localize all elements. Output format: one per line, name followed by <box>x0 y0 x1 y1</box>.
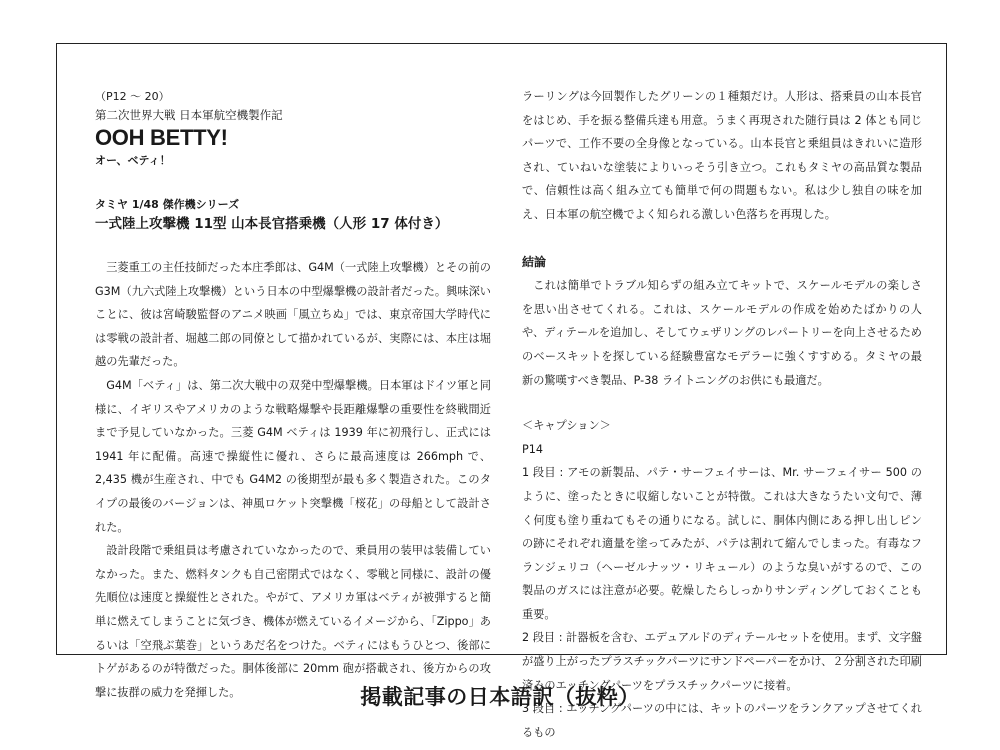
conclusion-heading: 結論 <box>522 254 547 269</box>
left-column <box>95 88 491 704</box>
right-column <box>522 85 922 744</box>
kit-series: タミヤ 1/48 傑作機シリーズ <box>95 198 240 211</box>
article-subtitle: オー、ベティ！ <box>95 154 171 167</box>
caption-item: 1 段目 : アモの新製品、パテ・サーフェイサーは、Mr. サーフェイサー 500 のように、塗ったときに収縮しないことが特徴。これは大きなうたい文句で、薄く何度も塗り重ねてもその通りになる。試しに、胴体内側にある押し出しピンの跡にそれぞれ適量を塗ってみたが、パテは割れて縮んでしまった。有毒なフランジェリコ（ヘーゼルナッツ・リキュール）のような臭いがするので、この製品のガスには注意が必要。乾燥したらしっかりサンディングしておくことも重要。 <box>522 466 922 621</box>
caption-item: 3 段目 : エッチングパーツの中には、キットのパーツをランクアップさせてくれるもの <box>522 702 922 739</box>
article-title: OOH BETTY! <box>95 125 228 150</box>
caption-page: P14 <box>522 442 543 456</box>
series-title: 第二次世界大戦 日本軍航空機製作記 <box>95 108 283 122</box>
body-paragraph: ラーリングは今回製作したグリーンの１種類だけ。人形は、搭乗員の山本長官をはじめ、手を振る整備兵達も用意。うまく再現された随行員は 2 体とも同じパーツで、工作不要の全身像となっている。山本長官と乗組員はきれいに造形され、ていねいな塗装によりいっそう引き立つ。これもタミヤの高品質な製品で、信頼性は高く組み立ても簡単で何の問題もない。私は少し独自の味を加え、日本軍の航空機でよく知られる激しい色落ちを再現した。 <box>522 90 922 221</box>
body-paragraph: G4M「ベティ」は、第二次大戦中の双発中型爆撃機。日本軍はドイツ軍と同様に、イギリスやアメリカのような戦略爆撃や長距離爆撃の重要性を終戦間近まで予見していなかった。三菱 G4M ベティは 1939 年に初飛行し、正式には 1941 年に配備。高速で操縦性に優れ、さらに最高速度は 266mph で、2,435 機が生産され、中でも G4M2 の後期型が最も多く製造された。このタイプの最後のバージョンは、神風ロケット突撃機「桜花」の母船として設計された。 <box>95 378 491 534</box>
caption-item: 2 段目 : 計器板を含む、エデュアルドのディテールセットを使用。まず、文字盤が盛り上がったプラスチックパーツにサンドペーパーをかけ、２分割された印刷済みのエッチングパーツをプラスチックパーツに接着。 <box>522 631 922 692</box>
caption-heading: ＜キャプション＞ <box>522 419 611 433</box>
body-paragraph: 設計段階で乗組員は考慮されていなかったので、乗員用の装甲は装備していなかった。また、燃料タンクも自己密閉式ではなく、零戦と同様に、設計の優先順位は速度と操縦性とされた。やがて、アメリカ軍はベティが被弾すると簡単に燃えてしまうことに気づき、機体が燃えているイメージから、「Zippo」あるいは「空飛ぶ葉巻」というあだ名をつけた。ベティにはもうひとつ、後部にトゲがあるのが特徴だった。胴体後部に 20mm 砲が搭載され、後方からの攻撃に抜群の威力を発揮した。 <box>95 544 491 699</box>
conclusion-paragraph: これは簡単でトラブル知らずの組み立てキットで、スケールモデルの楽しさを思い出させてくれる。これは、スケールモデルの作成を始めたばかりの人や、ディテールを追加し、そしてウェザリングのレパートリーを向上させるためのベースキットを探している経験豊富なモデラーに強くすすめる。タミヤの最新の驚嘆すべき製品、P-38 ライトニングのお供にも最適だ。 <box>522 279 922 387</box>
footer-caption: 掲載記事の日本語訳（抜粋） <box>360 685 640 709</box>
page-reference: （P12 ～ 20） <box>95 90 170 103</box>
kit-name: 一式陸上攻撃機 11型 山本長官搭乗機（人形 17 体付き） <box>95 216 449 232</box>
body-paragraph: 三菱重工の主任技師だった本庄季郎は、G4M（一式陸上攻撃機）とその前のG3M（九六式陸上攻撃機）という日本の中型爆撃機の設計者だった。興味深いことに、彼は宮崎駿監督のアニメ映画「風立ちぬ」では、東京帝国大学時代には零戦の設計者、堀越二郎の同僚として描かれているが、実際には、本庄は堀越の先輩だった。 <box>95 261 491 369</box>
